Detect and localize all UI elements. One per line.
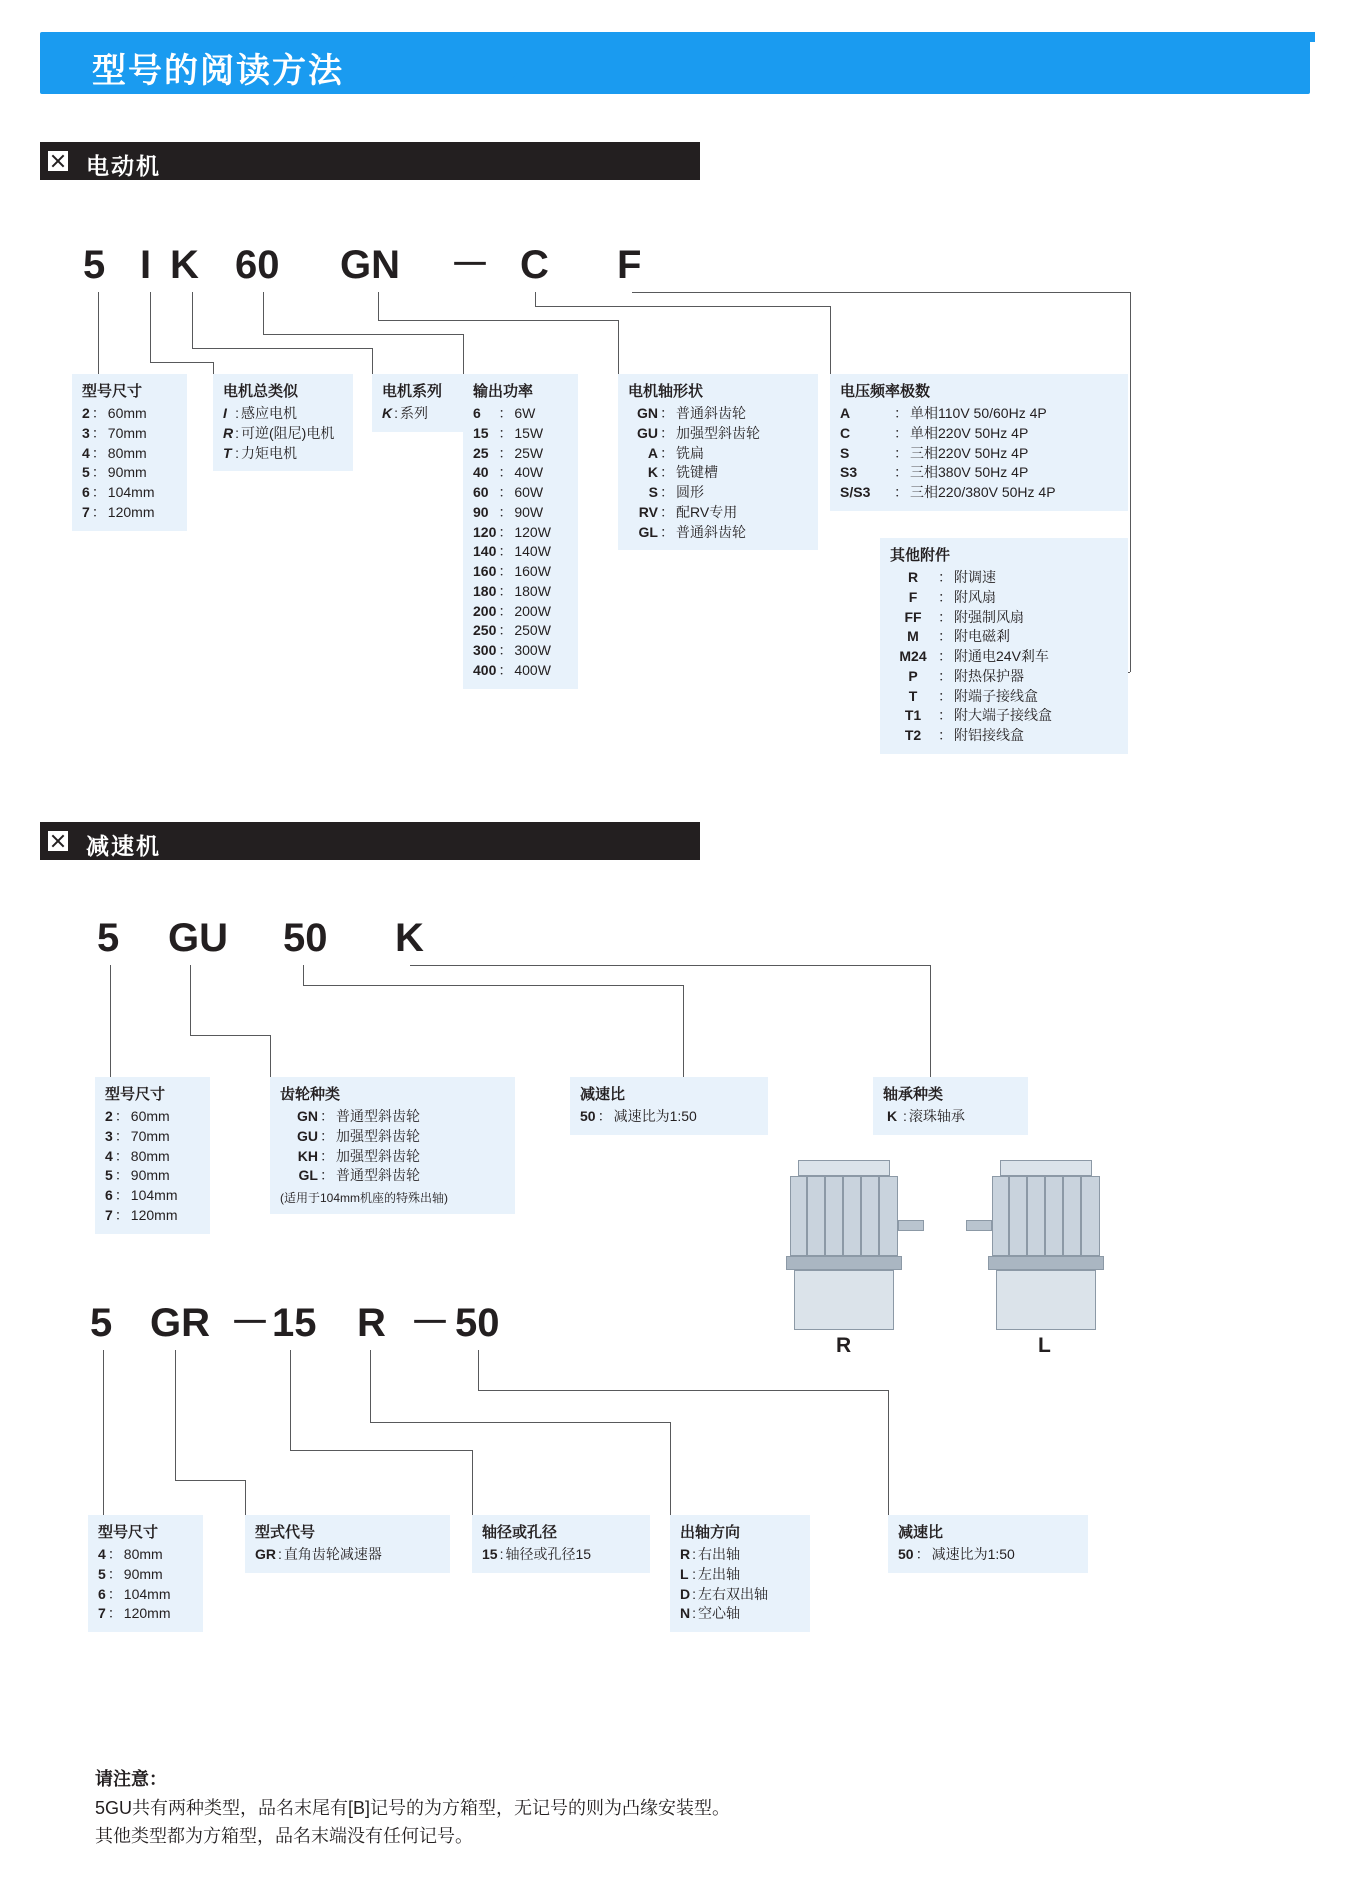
motor-code-char-0: 5 <box>83 243 106 287</box>
info-box-gear1-ratio <box>570 1077 768 1135</box>
box-title: 减速比 <box>580 1086 626 1103</box>
leader-line <box>1130 292 1131 672</box>
section-label-gearbox: 减速机 <box>86 833 161 859</box>
x-marker-icon <box>48 151 68 171</box>
leader-line <box>618 320 619 374</box>
info-box-gear2-size <box>88 1515 203 1632</box>
gear2-code-char-4: R <box>357 1301 386 1345</box>
kv-table: 2 ： 60mm 3 ： 70mm 4 ： 80mm 5 ： 90mm 6 ： 104mm 7 ： 120mm <box>82 405 155 520</box>
info-box-gear2-direction <box>670 1515 810 1632</box>
section-header-motor <box>40 142 700 180</box>
leader-line <box>370 1422 670 1423</box>
box-title: 齿轮种类 <box>280 1086 341 1103</box>
output-shaft <box>898 1220 924 1231</box>
motor-flange <box>786 1256 902 1270</box>
motor-code-char-4: GN <box>340 243 400 287</box>
box-title: 出轴方向 <box>680 1524 741 1541</box>
motor-fin <box>1026 1176 1028 1256</box>
leader-line <box>175 1480 245 1481</box>
page-title: 型号的阅读方法 <box>92 52 344 90</box>
leader-line <box>190 1035 270 1036</box>
motor-top-plate <box>1000 1160 1092 1176</box>
leader-line <box>213 362 214 374</box>
kv-table: K : 系列 <box>382 405 429 421</box>
box-title: 电机总类似 <box>223 383 299 400</box>
leader-line <box>930 965 931 1077</box>
motor-top-plate <box>798 1160 890 1176</box>
motor-fin <box>860 1176 862 1256</box>
info-box-gear2-typecode <box>245 1515 450 1573</box>
info-box-gear1-size <box>95 1077 210 1234</box>
leader-line <box>150 292 151 362</box>
gear2-code-char-6: 50 <box>455 1301 500 1345</box>
kv-table: 50 ： 减速比为1:50 <box>898 1546 1015 1562</box>
leader-line <box>192 292 193 348</box>
motor-code-char-6: C <box>520 243 549 287</box>
leader-line <box>98 292 99 374</box>
kv-table: GN ： 普通型斜齿轮 GU ： 加强型斜齿轮 KH ： 加强型斜齿轮 GL ： 普通型斜齿轮 <box>297 1108 420 1184</box>
leader-line <box>472 1450 473 1515</box>
motor-fin <box>824 1176 826 1256</box>
motor-illustration-right <box>768 1158 923 1357</box>
motor-fin <box>1080 1176 1082 1256</box>
box-title: 型号尺寸 <box>105 1086 166 1103</box>
leader-line <box>192 348 372 349</box>
info-box-motor-kind <box>213 374 353 471</box>
leader-line <box>888 1390 889 1515</box>
notes-line-1: 5GU共有两种类型，品名末尾有[B]记号的为方箱型，无记号的则为凸缘安装型。 <box>95 1798 731 1818</box>
x-marker-icon <box>48 831 68 851</box>
leader-line <box>103 1350 104 1515</box>
kv-table: 50 ： 减速比为1:50 <box>580 1108 697 1124</box>
motor-fin <box>842 1176 844 1256</box>
kv-table: 15 : 轴径或孔径15 <box>482 1546 592 1562</box>
motor-code-char-5: － <box>450 243 490 287</box>
info-box-gear2-shaftdia <box>472 1515 650 1573</box>
kv-table: A ： 单相110V 50/60Hz 4P C ： 单相220V 50Hz 4P S ： 三相220V 50Hz 4P S3 ： 三相380V 50Hz 4P S/S3 ： 三相220/380V 50Hz 4P <box>840 405 1056 500</box>
motor-code-char-7: F <box>617 243 642 287</box>
box-title: 电机系列 <box>382 383 443 400</box>
motor-flange <box>988 1256 1104 1270</box>
leader-line <box>303 985 683 986</box>
info-box-motor-power <box>463 374 578 689</box>
box-title: 其他附件 <box>890 547 951 564</box>
notes-title: 请注意： <box>95 1769 167 1789</box>
leader-line <box>263 292 264 334</box>
motor-fin <box>1008 1176 1010 1256</box>
leader-line <box>263 334 463 335</box>
info-box-gear1-bearing <box>873 1077 1028 1135</box>
kv-table: R ： 附调速 F ： 附风扇 FF ： 附强制风扇 M ： 附电磁剎 M24 ： 附通电24V剎车 P ： 附热保护器 T ： 附端子接线盒 T1 ： 附大端子接线盒 T2 ： 附铝接线盒 <box>899 569 1052 743</box>
kv-table: GR : 直角齿轮减速器 <box>255 1546 382 1562</box>
kv-table: 4 ： 80mm 5 ： 90mm 6 ： 104mm 7 ： 120mm <box>98 1546 171 1622</box>
info-box-motor-size <box>72 374 187 531</box>
gear2-code-char-5: － <box>410 1301 450 1345</box>
leader-line <box>478 1350 479 1390</box>
kv-table: R : 右出轴 L : 左出轴 D : 左右双出轴 N : 空心轴 <box>680 1546 769 1622</box>
leader-line <box>370 1350 371 1422</box>
box-title: 输出功率 <box>473 383 534 400</box>
leader-line <box>830 306 831 374</box>
motor-code-char-2: K <box>170 243 199 287</box>
leader-line <box>410 965 930 966</box>
output-shaft <box>966 1220 992 1231</box>
gearbox-body <box>794 1270 894 1330</box>
leader-line <box>535 306 830 307</box>
notes-block <box>95 1765 1195 1851</box>
leader-line <box>190 965 191 1035</box>
box-title: 型式代号 <box>255 1524 316 1541</box>
box-title: 减速比 <box>898 1524 944 1541</box>
kv-table: K : 滚珠轴承 <box>886 1108 965 1124</box>
gearbox-body <box>996 1270 1096 1330</box>
section-header-gearbox <box>40 822 700 860</box>
leader-line <box>378 320 618 321</box>
notes-line-2: 其他类型都为方箱型，品名末端没有任何记号。 <box>95 1825 473 1846</box>
motor-fin <box>806 1176 808 1256</box>
box-title: 型号尺寸 <box>82 383 143 400</box>
leader-line <box>463 334 464 374</box>
leader-line <box>290 1450 472 1451</box>
leader-line <box>372 348 373 374</box>
info-box-gear1-gearkind <box>270 1077 515 1214</box>
gear1-code-char-3: K <box>395 916 424 960</box>
gear1-code-char-1: GU <box>168 916 228 960</box>
box-title: 轴径或孔径 <box>482 1524 558 1541</box>
motor-fin <box>878 1176 880 1256</box>
box-title: 轴承种类 <box>883 1086 944 1103</box>
kv-table: I : 感应电机 R : 可逆(阻尼)电机 T : 力矩电机 <box>223 405 335 461</box>
motor-illustration-left <box>968 1158 1123 1357</box>
leader-line <box>683 985 684 1077</box>
leader-line <box>150 362 213 363</box>
info-box-motor-series <box>372 374 477 432</box>
motor-code-char-1: I <box>140 243 152 287</box>
box-title: 电机轴形状 <box>628 383 704 400</box>
leader-line <box>290 1350 291 1450</box>
gear2-code-char-3: 15 <box>272 1301 317 1345</box>
leader-line <box>632 292 1130 293</box>
leader-line <box>478 1390 888 1391</box>
leader-line <box>535 292 536 306</box>
section-label-motor: 电动机 <box>86 153 161 179</box>
box-note: (适用于104mm机座的特殊出轴) <box>280 1191 449 1205</box>
gear2-code-char-2: － <box>230 1301 270 1345</box>
gear1-code-char-0: 5 <box>97 916 120 960</box>
kv-table: 6 ： 6W 15 ： 15W 25 ： 25W 40 ： 40W 60 ： 60W 90 ： 90W 120 ： 120W 140 ： 140W 160 ： 160W 180 ： 180W 200 ： 200W 250 ： 250W 300 ： 300W 400 ： 400W <box>473 405 551 678</box>
leader-line <box>245 1480 246 1515</box>
info-box-motor-accessory <box>880 538 1128 754</box>
motor-label-r: R <box>836 1334 852 1357</box>
leader-line <box>303 965 304 985</box>
kv-table: 2 ： 60mm 3 ： 70mm 4 ： 80mm 5 ： 90mm 6 ： 104mm 7 ： 120mm <box>105 1108 178 1223</box>
page-header <box>40 32 1310 94</box>
motor-code-char-3: 60 <box>235 243 280 287</box>
gear2-code-char-1: GR <box>150 1301 210 1345</box>
box-title: 型号尺寸 <box>98 1524 159 1541</box>
leader-line <box>175 1350 176 1480</box>
info-box-gear2-ratio <box>888 1515 1088 1573</box>
info-box-motor-voltage <box>830 374 1128 511</box>
leader-line <box>110 965 111 1077</box>
leader-line <box>670 1422 671 1515</box>
kv-table: GN ： 普通斜齿轮 GU ： 加强型斜齿轮 A ： 铣扁 K ： 铣键槽 S ： 圆形 RV ： 配RV专用 GL ： 普通斜齿轮 <box>637 405 760 540</box>
box-title: 电压频率极数 <box>840 383 931 400</box>
gear1-code-char-2: 50 <box>283 916 328 960</box>
leader-line <box>378 292 379 320</box>
gear2-code-char-0: 5 <box>90 1301 113 1345</box>
motor-fin <box>1062 1176 1064 1256</box>
motor-label-l: L <box>1038 1334 1051 1357</box>
motor-fin <box>1044 1176 1046 1256</box>
leader-line <box>270 1035 271 1077</box>
info-box-motor-shaft <box>618 374 818 550</box>
